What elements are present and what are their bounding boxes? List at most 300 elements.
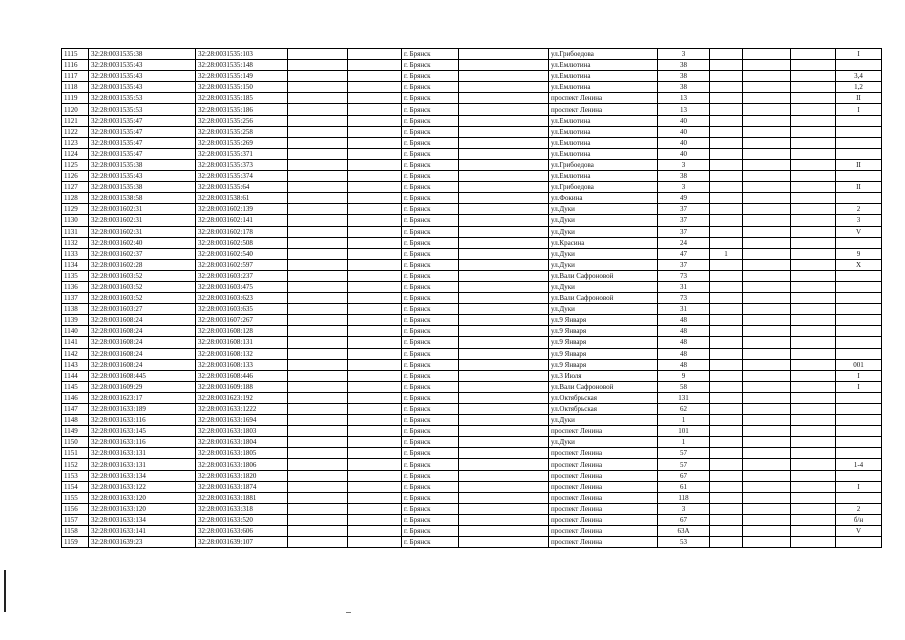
cell-blank-col-5 [348,237,402,248]
cell-structure-col [743,348,791,359]
cell-building-col [710,104,743,115]
cell-premises-number: I [836,481,882,492]
cell-row-number: 1143 [62,359,89,370]
cell-house-number: 40 [658,126,710,137]
cell-parcel-number: 32:28:0031609:29 [89,381,196,392]
table-row [62,348,882,359]
cell-blank-col-5 [348,104,402,115]
cell-city: г. Брянск [402,381,459,392]
cell-blank-col-4 [288,49,348,60]
cell-blank-col-12 [791,348,836,359]
cell-structure-col [743,537,791,548]
cell-row-number: 1140 [62,326,89,337]
cell-house-number: 67 [658,470,710,481]
cell-blank-col-12 [791,459,836,470]
cell-street: проспект Ленина [549,459,658,470]
cell-blank-col-5 [348,459,402,470]
cell-premises-number [836,270,882,281]
cell-object-number: 32:28:0031603:475 [196,281,288,292]
cell-house-number: 38 [658,71,710,82]
cell-blank-col-7 [459,82,549,93]
cell-blank-col-5 [348,148,402,159]
cell-row-number: 1147 [62,404,89,415]
table-row [62,459,882,470]
cell-house-number: 24 [658,237,710,248]
cell-city: г. Брянск [402,514,459,525]
cell-city: г. Брянск [402,226,459,237]
cell-street: ул.9 Января [549,348,658,359]
cell-row-number: 1150 [62,437,89,448]
cell-blank-col-4 [288,526,348,537]
cell-city: г. Брянск [402,270,459,281]
cell-blank-col-12 [791,437,836,448]
cell-building-col [710,348,743,359]
cell-object-number: 32:28:0031602:139 [196,204,288,215]
cell-object-number: 32:28:0031535:374 [196,171,288,182]
table-row [62,392,882,403]
cell-row-number: 1146 [62,392,89,403]
cell-blank-col-5 [348,226,402,237]
cell-house-number: 40 [658,137,710,148]
cell-building-col [710,226,743,237]
cell-street: ул.Октябрьская [549,392,658,403]
cell-premises-number [836,426,882,437]
cell-row-number: 1152 [62,459,89,470]
cell-blank-col-12 [791,148,836,159]
table-row [62,49,882,60]
cell-house-number: 61 [658,481,710,492]
cell-blank-col-12 [791,171,836,182]
cell-city: г. Брянск [402,237,459,248]
cell-premises-number [836,537,882,548]
cell-premises-number: X [836,259,882,270]
cell-street: проспект Ленина [549,537,658,548]
cell-blank-col-5 [348,248,402,259]
table-row [62,126,882,137]
cell-premises-number: II [836,182,882,193]
cell-city: г. Брянск [402,426,459,437]
cell-blank-col-7 [459,348,549,359]
cell-street: ул.Красина [549,237,658,248]
cell-blank-col-4 [288,237,348,248]
cell-house-number: 37 [658,259,710,270]
cell-city: г. Брянск [402,481,459,492]
cell-building-col [710,237,743,248]
cell-blank-col-4 [288,193,348,204]
cell-parcel-number: 32:28:0031639:23 [89,537,196,548]
cell-building-col [710,415,743,426]
cell-parcel-number: 32:28:0031535:47 [89,115,196,126]
cell-premises-number [836,171,882,182]
cell-object-number: 32:28:0031633:1222 [196,404,288,415]
cell-object-number: 32:28:0031535:373 [196,159,288,170]
cell-premises-number: V [836,526,882,537]
table-row [62,526,882,537]
cell-building-col [710,326,743,337]
cell-row-number: 1115 [62,49,89,60]
cell-blank-col-4 [288,392,348,403]
cell-building-col [710,370,743,381]
cell-blank-col-12 [791,315,836,326]
cell-blank-col-7 [459,226,549,237]
table-row [62,370,882,381]
cell-blank-col-5 [348,159,402,170]
cell-building-col [710,537,743,548]
cell-premises-number [836,60,882,71]
cell-street: ул.9 Января [549,359,658,370]
cell-premises-number [836,148,882,159]
cell-blank-col-12 [791,426,836,437]
cell-blank-col-7 [459,315,549,326]
cell-blank-col-5 [348,49,402,60]
table-row [62,60,882,71]
cell-street: ул.Грибоедова [549,49,658,60]
cell-street: ул.Емлютина [549,126,658,137]
cell-parcel-number: 32:28:0031603:27 [89,304,196,315]
cell-parcel-number: 32:28:0031535:43 [89,82,196,93]
cell-row-number: 1155 [62,492,89,503]
cell-house-number: 53 [658,537,710,548]
cell-building-col [710,426,743,437]
cell-structure-col [743,370,791,381]
margin-mark [4,570,6,612]
cell-row-number: 1134 [62,259,89,270]
cell-blank-col-4 [288,304,348,315]
cell-premises-number [836,281,882,292]
cell-row-number: 1131 [62,226,89,237]
cell-building-col [710,281,743,292]
cell-blank-col-4 [288,448,348,459]
cell-object-number: 32:28:0031602:178 [196,226,288,237]
cell-house-number: 13 [658,93,710,104]
table-row [62,115,882,126]
cell-city: г. Брянск [402,93,459,104]
cell-city: г. Брянск [402,71,459,82]
cell-object-number: 32:28:0031608:446 [196,370,288,381]
cell-house-number: 118 [658,492,710,503]
table-row [62,93,882,104]
cell-blank-col-4 [288,204,348,215]
cell-parcel-number: 32:28:0031535:38 [89,182,196,193]
cell-parcel-number: 32:28:0031602:37 [89,248,196,259]
cell-building-col [710,159,743,170]
cell-city: г. Брянск [402,370,459,381]
cell-blank-col-4 [288,148,348,159]
cell-blank-col-5 [348,182,402,193]
cell-blank-col-7 [459,259,549,270]
cell-structure-col [743,259,791,270]
cell-parcel-number: 32:28:0031633:145 [89,426,196,437]
cell-premises-number [836,193,882,204]
cell-row-number: 1159 [62,537,89,548]
cell-parcel-number: 32:28:0031608:24 [89,348,196,359]
cell-blank-col-4 [288,404,348,415]
cell-city: г. Брянск [402,448,459,459]
cell-street: ул.Емлютина [549,115,658,126]
cell-parcel-number: 32:28:0031603:52 [89,293,196,304]
cell-row-number: 1137 [62,293,89,304]
cell-blank-col-5 [348,93,402,104]
cell-blank-col-12 [791,71,836,82]
cell-object-number: 32:28:0031633:1806 [196,459,288,470]
cell-blank-col-12 [791,215,836,226]
cell-house-number: 73 [658,293,710,304]
cell-structure-col [743,404,791,415]
cell-premises-number: I [836,49,882,60]
cell-blank-col-7 [459,60,549,71]
cell-blank-col-12 [791,537,836,548]
table-row [62,481,882,492]
table-row [62,381,882,392]
cell-parcel-number: 32:28:0031602:31 [89,226,196,237]
cell-blank-col-7 [459,115,549,126]
cell-blank-col-5 [348,348,402,359]
table-row [62,492,882,503]
cell-object-number: 32:28:0031623:192 [196,392,288,403]
cell-blank-col-4 [288,270,348,281]
cell-building-col [710,82,743,93]
cell-house-number: 31 [658,304,710,315]
cell-structure-col [743,315,791,326]
cell-house-number: 48 [658,315,710,326]
cell-blank-col-4 [288,337,348,348]
cell-city: г. Брянск [402,392,459,403]
cell-object-number: 32:28:0031609:188 [196,381,288,392]
cell-city: г. Брянск [402,415,459,426]
cell-structure-col [743,337,791,348]
cell-street: проспект Ленина [549,93,658,104]
cell-premises-number: II [836,159,882,170]
cell-structure-col [743,60,791,71]
cell-blank-col-4 [288,492,348,503]
cell-structure-col [743,137,791,148]
cell-structure-col [743,503,791,514]
cell-building-col [710,193,743,204]
cell-row-number: 1123 [62,137,89,148]
cell-parcel-number: 32:28:0031535:53 [89,104,196,115]
cell-blank-col-4 [288,137,348,148]
cell-city: г. Брянск [402,315,459,326]
cell-blank-col-12 [791,126,836,137]
cell-house-number: 37 [658,226,710,237]
cell-structure-col [743,82,791,93]
cell-building-col [710,293,743,304]
cell-building-col [710,381,743,392]
cell-blank-col-5 [348,448,402,459]
table-row [62,104,882,115]
cell-object-number: 32:28:0031602:597 [196,259,288,270]
cell-blank-col-5 [348,526,402,537]
cell-premises-number [836,315,882,326]
cell-blank-col-5 [348,514,402,525]
cell-parcel-number: 32:28:0031535:38 [89,159,196,170]
cell-blank-col-4 [288,415,348,426]
cell-street: ул.Емлютина [549,82,658,93]
cell-object-number: 32:28:0031633:1804 [196,437,288,448]
cell-blank-col-7 [459,137,549,148]
cell-street: ул.Дуки [549,259,658,270]
cell-blank-col-7 [459,526,549,537]
cell-object-number: 32:28:0031607:267 [196,315,288,326]
cell-building-col [710,337,743,348]
cell-object-number: 32:28:0031633:1881 [196,492,288,503]
cell-blank-col-5 [348,281,402,292]
cell-house-number: 57 [658,459,710,470]
cell-blank-col-4 [288,248,348,259]
cell-city: г. Брянск [402,437,459,448]
table-row [62,259,882,270]
cell-blank-col-7 [459,426,549,437]
cell-blank-col-7 [459,470,549,481]
cell-object-number: 32:28:0031535:149 [196,71,288,82]
cell-parcel-number: 32:28:0031633:120 [89,492,196,503]
cell-premises-number [836,348,882,359]
cell-parcel-number: 32:28:0031535:43 [89,171,196,182]
cell-blank-col-12 [791,159,836,170]
cell-row-number: 1128 [62,193,89,204]
cell-structure-col [743,359,791,370]
cell-premises-number: 1-4 [836,459,882,470]
cell-row-number: 1116 [62,60,89,71]
table-row [62,204,882,215]
cell-object-number: 32:28:0031633:1803 [196,426,288,437]
cell-city: г. Брянск [402,293,459,304]
cell-blank-col-7 [459,237,549,248]
cell-premises-number [836,137,882,148]
cell-structure-col [743,293,791,304]
cell-house-number: 3 [658,503,710,514]
cell-house-number: 101 [658,426,710,437]
cell-row-number: 1142 [62,348,89,359]
cell-house-number: 49 [658,193,710,204]
cell-structure-col [743,71,791,82]
cell-building-col [710,49,743,60]
cell-street: ул.Вали Сафроновой [549,270,658,281]
cell-row-number: 1135 [62,270,89,281]
cell-parcel-number: 32:28:0031633:120 [89,503,196,514]
cell-blank-col-7 [459,415,549,426]
cell-street: ул.9 Января [549,337,658,348]
cell-blank-col-12 [791,381,836,392]
cell-premises-number [836,392,882,403]
cell-blank-col-12 [791,337,836,348]
cell-blank-col-5 [348,337,402,348]
cell-building-col [710,259,743,270]
cell-blank-col-12 [791,404,836,415]
table-row [62,137,882,148]
cell-structure-col [743,204,791,215]
cell-row-number: 1139 [62,315,89,326]
table-row [62,226,882,237]
cell-city: г. Брянск [402,171,459,182]
cell-structure-col [743,470,791,481]
cell-row-number: 1158 [62,526,89,537]
cell-object-number: 32:28:0031639:107 [196,537,288,548]
cell-object-number: 32:28:0031633:606 [196,526,288,537]
cell-premises-number: 9 [836,248,882,259]
cell-street: проспект Ленина [549,104,658,115]
cell-blank-col-5 [348,193,402,204]
cell-building-col [710,71,743,82]
cell-parcel-number: 32:28:0031535:47 [89,137,196,148]
cell-city: г. Брянск [402,459,459,470]
cell-row-number: 1130 [62,215,89,226]
cell-blank-col-5 [348,359,402,370]
cell-parcel-number: 32:28:0031633:141 [89,526,196,537]
cell-structure-col [743,248,791,259]
cell-blank-col-5 [348,481,402,492]
cell-blank-col-7 [459,148,549,159]
cell-street: ул.Емлютина [549,148,658,159]
cell-blank-col-5 [348,82,402,93]
table-row [62,448,882,459]
cell-object-number: 32:28:0031535:269 [196,137,288,148]
cell-city: г. Брянск [402,60,459,71]
cell-row-number: 1138 [62,304,89,315]
cell-building-col [710,481,743,492]
cell-structure-col [743,392,791,403]
cell-parcel-number: 32:28:0031603:52 [89,281,196,292]
cell-premises-number [836,326,882,337]
cell-blank-col-12 [791,182,836,193]
table-row [62,182,882,193]
cell-blank-col-4 [288,182,348,193]
cell-structure-col [743,171,791,182]
cell-premises-number [836,404,882,415]
cell-structure-col [743,481,791,492]
cell-building-col [710,137,743,148]
cell-object-number: 32:28:0031538:61 [196,193,288,204]
cell-blank-col-4 [288,293,348,304]
cell-row-number: 1157 [62,514,89,525]
cell-blank-col-4 [288,470,348,481]
table-row [62,281,882,292]
cell-blank-col-7 [459,71,549,82]
cell-street: ул.Емлютина [549,71,658,82]
cell-blank-col-5 [348,126,402,137]
cell-premises-number: II [836,93,882,104]
cell-blank-col-4 [288,370,348,381]
cell-object-number: 32:28:0031535:103 [196,49,288,60]
cell-object-number: 32:28:0031608:128 [196,326,288,337]
cell-blank-col-7 [459,126,549,137]
cell-blank-col-7 [459,448,549,459]
cell-blank-col-4 [288,437,348,448]
cell-street: ул.Дуки [549,215,658,226]
cell-blank-col-4 [288,215,348,226]
cell-row-number: 1133 [62,248,89,259]
cell-city: г. Брянск [402,248,459,259]
registry-table-body [62,49,882,548]
table-row [62,503,882,514]
cell-premises-number: 2 [836,503,882,514]
cell-blank-col-4 [288,115,348,126]
cell-blank-col-5 [348,503,402,514]
cell-blank-col-12 [791,93,836,104]
cell-blank-col-4 [288,60,348,71]
cell-blank-col-4 [288,426,348,437]
cell-building-col [710,304,743,315]
cell-premises-number: 3,4 [836,71,882,82]
cell-building-col [710,359,743,370]
cell-blank-col-5 [348,404,402,415]
cell-city: г. Брянск [402,526,459,537]
cell-object-number: 32:28:0031608:131 [196,337,288,348]
cell-blank-col-5 [348,270,402,281]
cell-street: ул.Дуки [549,226,658,237]
cell-parcel-number: 32:28:0031535:53 [89,93,196,104]
cell-structure-col [743,270,791,281]
